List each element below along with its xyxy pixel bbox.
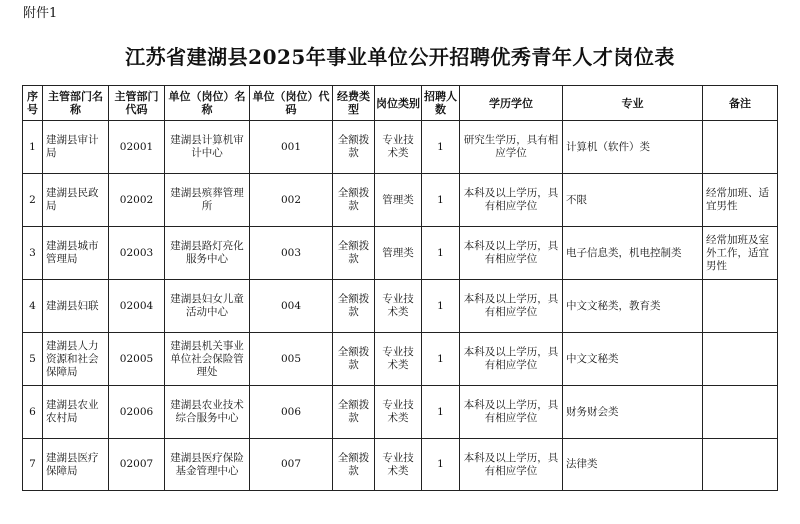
cell-funding: 全额拨款 — [333, 439, 375, 491]
cell-count: 1 — [422, 174, 460, 227]
cell-remarks: 经常加班及室外工作，适宜男性 — [703, 227, 778, 280]
header-unit-code: 单位（岗位）代码 — [250, 86, 333, 121]
cell-dept-code: 02006 — [109, 386, 165, 439]
cell-dept-name: 建湖县审计局 — [43, 121, 109, 174]
cell-unit-code: 007 — [250, 439, 333, 491]
table-row — [23, 386, 778, 439]
cell-funding: 全额拨款 — [333, 227, 375, 280]
cell-unit-name: 建湖县医疗保险基金管理中心 — [165, 439, 250, 491]
cell-major: 电子信息类，机电控制类 — [563, 227, 703, 280]
cell-unit-code: 001 — [250, 121, 333, 174]
cell-education: 本科及以上学历，具有相应学位 — [460, 439, 563, 491]
cell-category: 管理类 — [375, 227, 422, 280]
cell-remarks — [703, 386, 778, 439]
cell-count: 1 — [422, 227, 460, 280]
cell-seq: 4 — [23, 280, 43, 333]
header-education: 学历学位 — [460, 86, 563, 121]
cell-category: 专业技术类 — [375, 280, 422, 333]
cell-remarks — [703, 333, 778, 386]
cell-dept-code: 02005 — [109, 333, 165, 386]
cell-major: 计算机（软件）类 — [563, 121, 703, 174]
cell-category: 专业技术类 — [375, 333, 422, 386]
cell-remarks — [703, 121, 778, 174]
cell-dept-code: 02007 — [109, 439, 165, 491]
cell-unit-code: 002 — [250, 174, 333, 227]
cell-category: 管理类 — [375, 174, 422, 227]
table-row — [23, 439, 778, 491]
cell-seq: 6 — [23, 386, 43, 439]
cell-funding: 全额拨款 — [333, 280, 375, 333]
cell-dept-code: 02001 — [109, 121, 165, 174]
cell-funding: 全额拨款 — [333, 121, 375, 174]
header-seq: 序号 — [23, 86, 43, 121]
cell-count: 1 — [422, 121, 460, 174]
table-row — [23, 333, 778, 386]
header-major: 专业 — [563, 86, 703, 121]
cell-unit-name: 建湖县殡葬管理所 — [165, 174, 250, 227]
cell-unit-name: 建湖县农业技术综合服务中心 — [165, 386, 250, 439]
cell-dept-code: 02002 — [109, 174, 165, 227]
cell-unit-name: 建湖县妇女儿童活动中心 — [165, 280, 250, 333]
cell-dept-code: 02004 — [109, 280, 165, 333]
cell-education: 本科及以上学历，具有相应学位 — [460, 174, 563, 227]
cell-major: 不限 — [563, 174, 703, 227]
cell-major: 中文文秘类 — [563, 333, 703, 386]
cell-remarks: 经常加班、适宜男性 — [703, 174, 778, 227]
cell-funding: 全额拨款 — [333, 333, 375, 386]
cell-funding: 全额拨款 — [333, 386, 375, 439]
cell-major: 法律类 — [563, 439, 703, 491]
cell-seq: 2 — [23, 174, 43, 227]
cell-unit-name: 建湖县计算机审计中心 — [165, 121, 250, 174]
cell-unit-code: 006 — [250, 386, 333, 439]
cell-dept-name: 建湖县妇联 — [43, 280, 109, 333]
cell-education: 本科及以上学历，具有相应学位 — [460, 386, 563, 439]
header-dept-code: 主管部门代码 — [109, 86, 165, 121]
header-unit-name: 单位（岗位）名称 — [165, 86, 250, 121]
cell-count: 1 — [422, 280, 460, 333]
cell-seq: 5 — [23, 333, 43, 386]
cell-seq: 7 — [23, 439, 43, 491]
cell-unit-name: 建湖县路灯亮化服务中心 — [165, 227, 250, 280]
cell-dept-name: 建湖县人力资源和社会保障局 — [43, 333, 109, 386]
cell-unit-code: 005 — [250, 333, 333, 386]
cell-seq: 1 — [23, 121, 43, 174]
page-title: 江苏省建湖县2025年事业单位公开招聘优秀青年人才岗位表 — [125, 45, 675, 69]
cell-major: 中文文秘类，教育类 — [563, 280, 703, 333]
cell-major: 财务财会类 — [563, 386, 703, 439]
cell-count: 1 — [422, 333, 460, 386]
cell-seq: 3 — [23, 227, 43, 280]
table-row — [23, 121, 778, 174]
cell-unit-code: 004 — [250, 280, 333, 333]
table-row — [23, 280, 778, 333]
cell-dept-name: 建湖县农业农村局 — [43, 386, 109, 439]
cell-funding: 全额拨款 — [333, 174, 375, 227]
attachment-label: 附件1 — [23, 6, 58, 21]
cell-education: 研究生学历，具有相应学位 — [460, 121, 563, 174]
header-funding: 经费类型 — [333, 86, 375, 121]
table-row — [23, 174, 778, 227]
cell-category: 专业技术类 — [375, 121, 422, 174]
cell-count: 1 — [422, 439, 460, 491]
cell-dept-name: 建湖县民政局 — [43, 174, 109, 227]
positions-table — [22, 85, 778, 491]
header-category: 岗位类别 — [375, 86, 422, 121]
cell-education: 本科及以上学历，具有相应学位 — [460, 227, 563, 280]
cell-unit-name: 建湖县机关事业单位社会保险管理处 — [165, 333, 250, 386]
cell-category: 专业技术类 — [375, 386, 422, 439]
cell-dept-name: 建湖县医疗保障局 — [43, 439, 109, 491]
cell-dept-name: 建湖县城市管理局 — [43, 227, 109, 280]
cell-education: 本科及以上学历，具有相应学位 — [460, 333, 563, 386]
cell-remarks — [703, 280, 778, 333]
cell-category: 专业技术类 — [375, 439, 422, 491]
header-remarks: 备注 — [703, 86, 778, 121]
cell-dept-code: 02003 — [109, 227, 165, 280]
cell-unit-code: 003 — [250, 227, 333, 280]
table-row — [23, 227, 778, 280]
cell-remarks — [703, 439, 778, 491]
cell-education: 本科及以上学历，具有相应学位 — [460, 280, 563, 333]
table-header-row — [23, 86, 778, 121]
cell-count: 1 — [422, 386, 460, 439]
header-count: 招聘人数 — [422, 86, 460, 121]
header-dept-name: 主管部门名称 — [43, 86, 109, 121]
